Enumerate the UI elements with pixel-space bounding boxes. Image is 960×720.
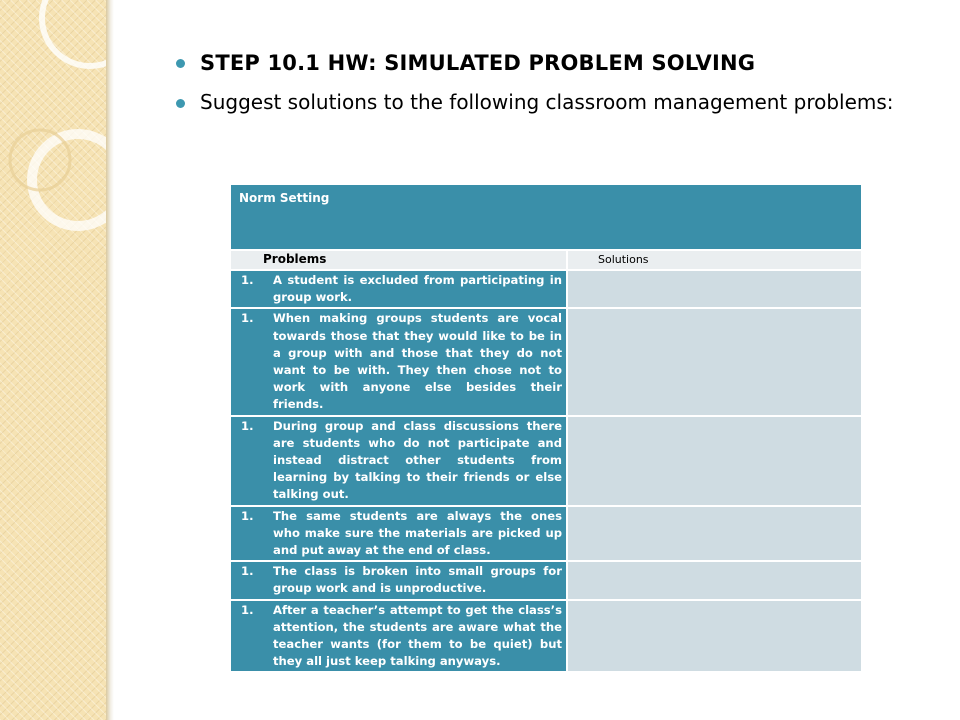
solution-cell[interactable] bbox=[567, 600, 862, 673]
problems-table bbox=[229, 183, 863, 673]
table-row bbox=[230, 506, 862, 562]
problem-cell bbox=[230, 416, 567, 506]
decorative-circles bbox=[0, 0, 106, 720]
bullet-instruction bbox=[176, 88, 896, 116]
table-row bbox=[230, 561, 862, 599]
problem-text: A student is excluded from participating in group work. bbox=[273, 273, 562, 305]
table-row bbox=[230, 600, 862, 673]
instruction-text: Suggest solutions to the following classroom management problems: bbox=[200, 90, 894, 114]
column-header-problems: Problems bbox=[230, 250, 567, 270]
solution-cell[interactable] bbox=[567, 270, 862, 308]
problem-cell bbox=[230, 308, 567, 415]
table-row bbox=[230, 416, 862, 506]
heading-text: STEP 10.1 HW: SIMULATED PROBLEM SOLVING bbox=[200, 51, 756, 75]
sidebar-edge bbox=[106, 0, 114, 720]
problem-cell bbox=[230, 561, 567, 599]
table-title: Norm Setting bbox=[230, 184, 862, 250]
problem-number: 1. bbox=[241, 273, 254, 287]
problem-text: When making groups students are vocal towards those that they would like to be in a group with and those that they do not want to be with. They then chose not to work with anyone else besides their friends. bbox=[273, 311, 562, 412]
problem-cell bbox=[230, 600, 567, 673]
problem-number: 1. bbox=[241, 311, 254, 326]
column-header-solutions: Solutions bbox=[567, 250, 862, 270]
problem-number: 1. bbox=[241, 418, 254, 433]
bullet-dot-icon bbox=[176, 99, 185, 108]
solution-cell[interactable] bbox=[567, 506, 862, 562]
problem-text: The class is broken into small groups for group work and is unproductive. bbox=[273, 564, 562, 596]
problem-cell bbox=[230, 270, 567, 308]
problem-number: 1. bbox=[241, 602, 254, 617]
solution-cell[interactable] bbox=[567, 308, 862, 415]
solution-cell[interactable] bbox=[567, 416, 862, 506]
table-row bbox=[230, 308, 862, 415]
bullet-dot-icon bbox=[176, 59, 185, 68]
problem-text: After a teacher’s attempt to get the class’s attention, the students are aware what the teacher wants (for them to be quiet) but they all just keep talking anyways. bbox=[273, 602, 562, 669]
table-row bbox=[230, 270, 862, 308]
problem-number: 1. bbox=[241, 508, 254, 523]
problem-cell bbox=[230, 506, 567, 562]
bullet-list bbox=[176, 48, 896, 116]
problem-number: 1. bbox=[241, 564, 254, 579]
decorative-sidebar bbox=[0, 0, 106, 720]
bullet-heading bbox=[176, 48, 896, 78]
problem-text: The same students are always the ones who make sure the materials are picked up and put away at the end of class. bbox=[273, 508, 562, 558]
solution-cell[interactable] bbox=[567, 561, 862, 599]
problem-text: During group and class discussions there are students who do not participate and instead distract other students from learning by talking to their friends or else talking out. bbox=[273, 418, 562, 502]
